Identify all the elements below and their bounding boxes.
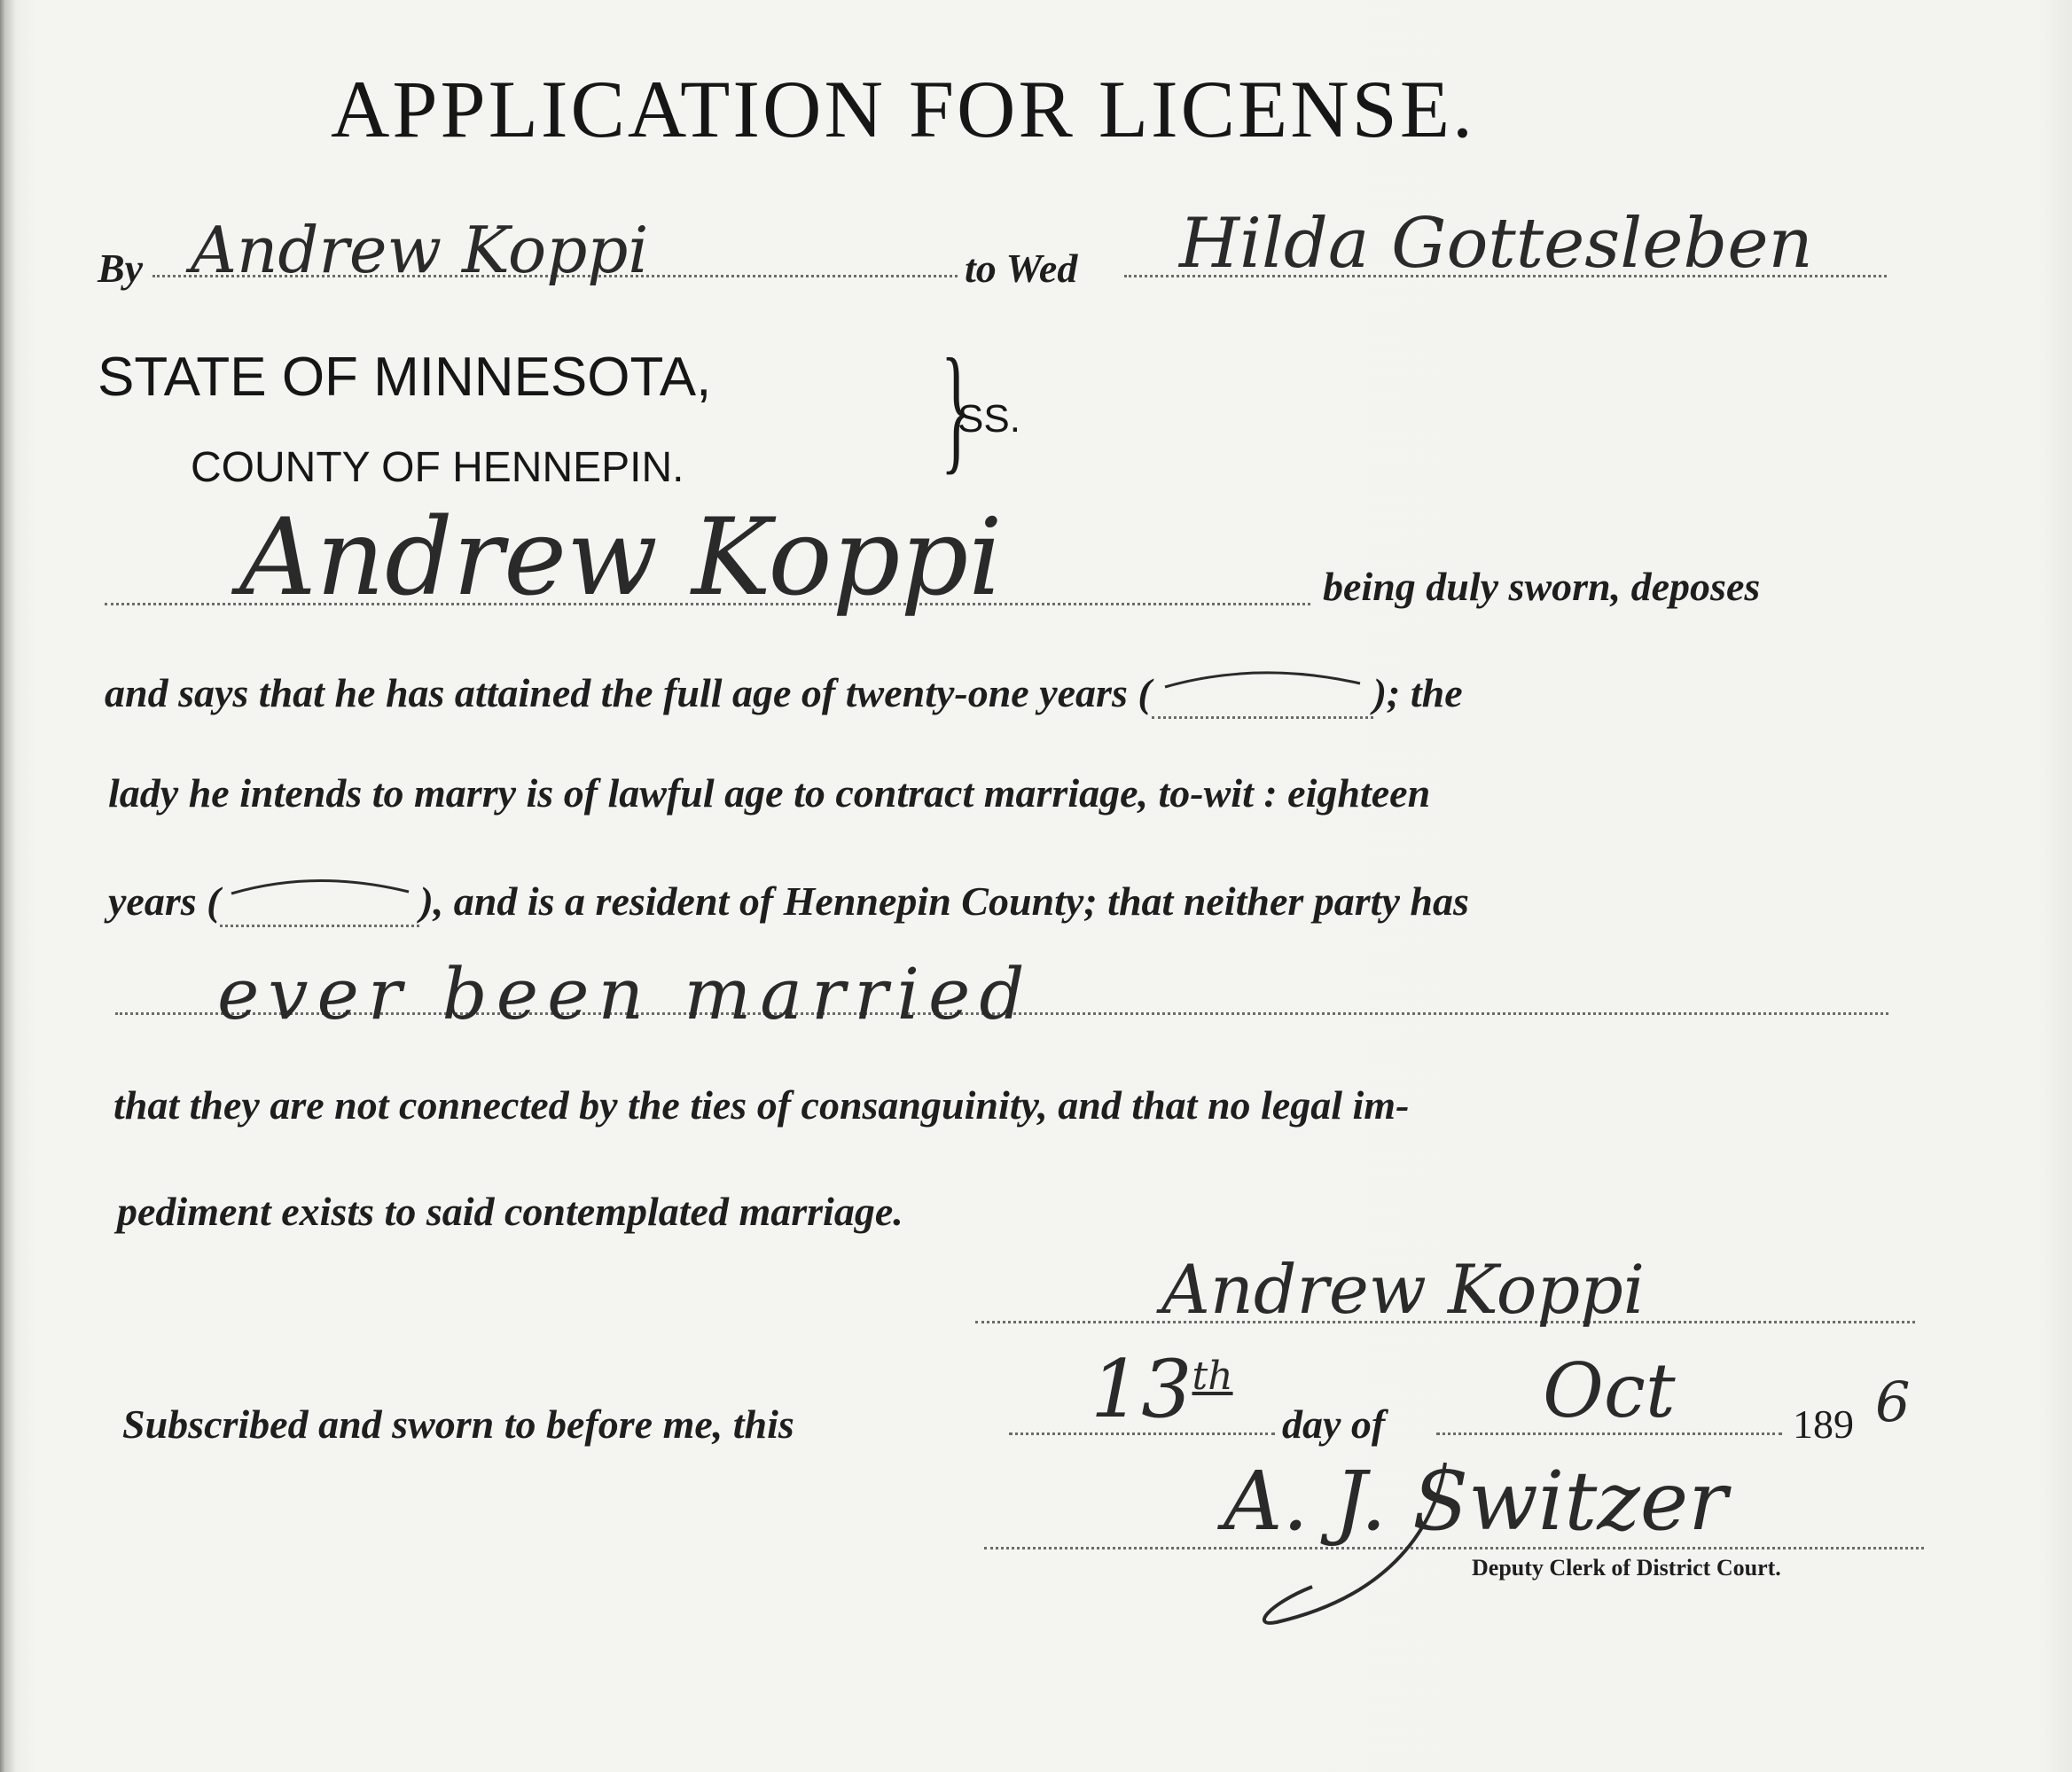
oath-line-4-start: years ( [108, 878, 221, 924]
oath-line-2-end: ); the [1372, 670, 1463, 715]
clerk-signature-flourish [1259, 1454, 1489, 1649]
document-title [0, 62, 2072, 156]
handwritten-clause: ever been married [217, 953, 1034, 1035]
day-suffix: th [1192, 1354, 1233, 1399]
oath-line-2-text: and says that he has attained the full age of twenty-one years ( [105, 670, 1152, 715]
oath-line-2 [105, 669, 1463, 719]
day-number: 13 [1091, 1343, 1192, 1436]
state-heading: STATE OF MINNESOTA, [98, 347, 712, 408]
day-of-label: day of [1282, 1401, 1386, 1447]
bride-name-handwritten: Hilda Gottesleben [1179, 204, 1813, 284]
bride-age-blank [220, 878, 419, 927]
groom-name-handwritten: Andrew Koppi [191, 213, 649, 287]
applicant-signature: Andrew Koppi [1161, 1250, 1646, 1329]
groom-age-dash-mark [1161, 667, 1364, 694]
brace-symbol: } [941, 329, 972, 487]
page-edge-shadow [0, 0, 16, 1772]
oath-line-3: lady he intends to marry is of lawful age to contract marriage, to-wit : eighteen [108, 770, 1431, 816]
oath-line-6: that they are not connected by the ties of consanguinity, and that no legal im- [113, 1082, 1410, 1128]
clerk-title: Deputy Clerk of District Court. [1472, 1555, 1781, 1581]
day-value [1091, 1343, 1233, 1436]
county-heading: COUNTY OF HENNEPIN. [191, 444, 684, 491]
year-printed: 189 [1793, 1401, 1854, 1447]
subscribed-label: Subscribed and sworn to before me, this [122, 1401, 794, 1447]
clerk-signature: A. J. Switzer [1224, 1454, 1728, 1549]
oath-line-4 [108, 878, 1469, 927]
ss-label: SS. [958, 397, 1020, 441]
year-handwritten: 6 [1875, 1370, 1911, 1434]
oath-line-7: pediment exists to said contemplated marriage. [117, 1189, 903, 1234]
to-wed-label: to Wed [965, 246, 1078, 291]
groom-age-blank [1152, 669, 1373, 719]
document-title-text: APPLICATION FOR LICENSE. [330, 64, 1476, 154]
oath-line-4-end: ), and is a resident of Hennepin County; that neither party has [419, 878, 1469, 924]
oath-line-1-tail: being duly sworn, deposes [1323, 564, 1761, 609]
by-label: By [98, 246, 144, 291]
bride-age-dash-mark [227, 874, 413, 901]
month-value: Oct [1543, 1347, 1676, 1434]
deponent-name-handwritten: Andrew Koppi [239, 496, 1003, 620]
